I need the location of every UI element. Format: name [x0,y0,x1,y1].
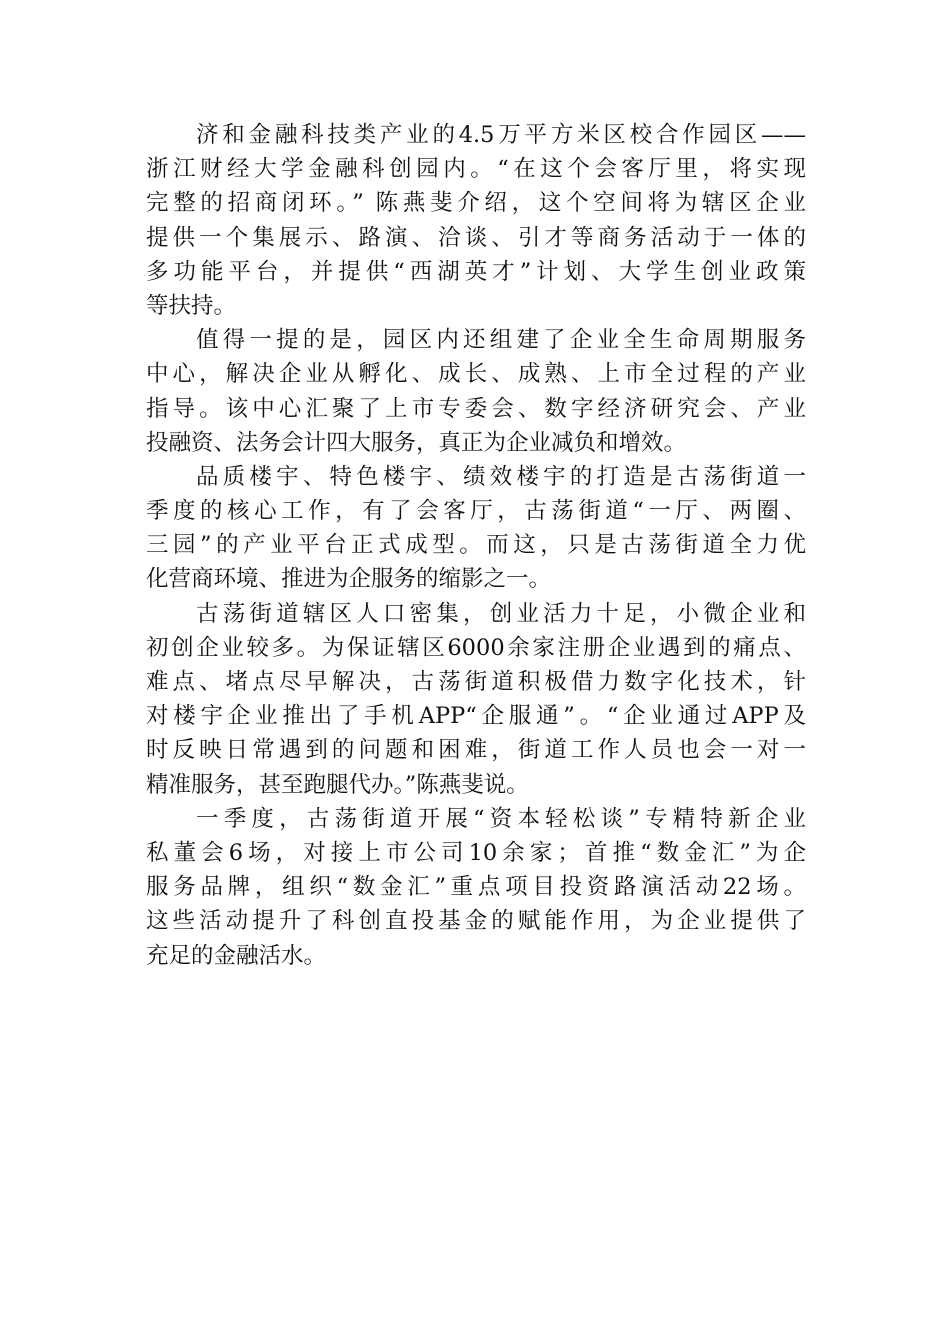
text-line: 浙江财经大学金融科创园内。“在这个会客厅里，将实现 [146,156,806,183]
text-line: 季度的核心工作，有了会客厅，古荡街道“一厅、两圈、 [146,498,806,525]
text-line: 精准服务，甚至跑腿代办。”陈燕斐说。 [146,771,529,798]
text-line: 初创企业较多。为保证辖区6000余家注册企业遇到的痛点、 [146,634,806,661]
text-line: 提供一个集展示、路演、洽谈、引才等商务活动于一体的 [146,224,806,251]
text-line: 投融资、法务会计四大服务，真正为企业减负和增效。 [146,429,687,456]
text-line: 这些活动提升了科创直投基金的赋能作用，为企业提供了 [146,908,806,935]
paragraph-1 [146,118,806,323]
document-body [146,118,806,973]
text-line: 对楼宇企业推出了手机APP“企服通”。“企业通过APP及 [146,703,806,730]
paragraph-2 [146,323,806,460]
text-line: 古荡街道辖区人口密集，创业活力十足，小微企业和 [196,600,806,627]
text-line: 济和金融科技类产业的4.5万平方米区校合作园区—— [196,122,806,148]
text-line: 难点、堵点尽早解决，古荡街道积极借力数字化技术，针 [146,669,806,695]
text-line: 完整的招商闭环。” 陈燕斐介绍，这个空间将为辖区企业 [146,190,806,217]
paragraph-5 [146,802,806,973]
paragraph-3 [146,460,806,597]
text-line: 等扶持。 [146,292,237,319]
text-line: 私董会6场，对接上市公司10余家；首推“数金汇”为企 [146,839,806,866]
text-line: 多功能平台，并提供“西湖英才”计划、大学生创业政策 [146,258,806,285]
text-line: 一季度，古荡街道开展“资本轻松谈”专精特新企业 [196,805,806,832]
text-line: 三园”的产业平台正式成型。而这，只是古荡街道全力优 [146,532,806,559]
paragraph-4 [146,597,806,802]
text-line: 服务品牌，组织“数金汇”重点项目投资路演活动22场。 [146,874,806,901]
text-line: 指导。该中心汇聚了上市专委会、数字经济研究会、产业 [146,395,806,422]
text-line: 化营商环境、推进为企服务的缩影之一。 [146,566,552,593]
text-line: 品质楼宇、特色楼宇、绩效楼宇的打造是古荡街道一 [196,463,806,490]
text-line: 充足的金融活水。 [146,942,327,969]
text-line: 中心，解决企业从孵化、成长、成熟、上市全过程的产业 [146,361,806,388]
text-line: 时反映日常遇到的问题和困难，街道工作人员也会一对一 [146,737,806,764]
text-line: 值得一提的是，园区内还组建了企业全生命周期服务 [196,327,806,354]
